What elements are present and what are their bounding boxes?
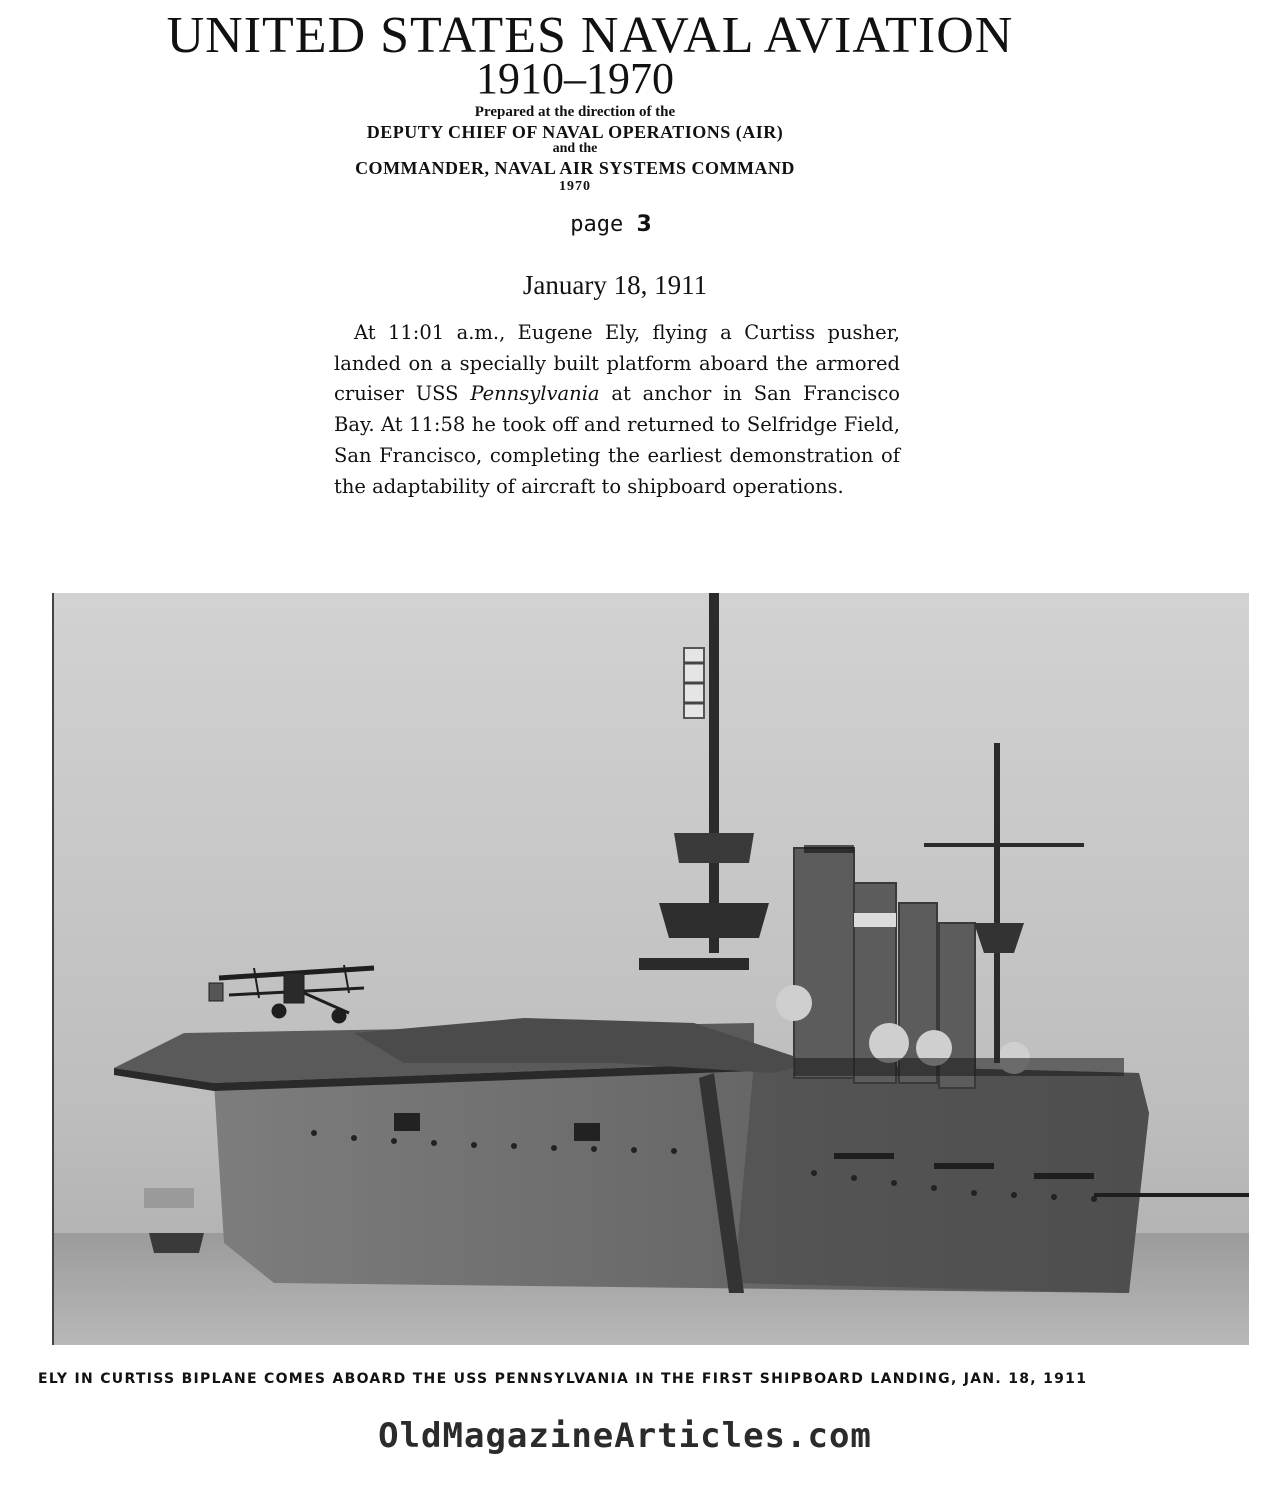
entry-paragraph <box>334 318 900 502</box>
deputy-line: DEPUTY CHIEF OF NAVAL OPERATIONS (AIR) <box>366 122 784 142</box>
and-the-line: and the <box>552 141 598 156</box>
entry-date: January 18, 1911 <box>522 270 708 300</box>
publication-year: 1970 <box>559 179 591 194</box>
page-label: page <box>570 212 624 237</box>
entry-text-after: at anchor in San Francisco Bay. At 11:58 he took off and returned to Selfridge Field, San Francisco, completing the earliest demonstration of the adaptability of aircraft to shipboard operations. <box>334 382 900 498</box>
historic-photo <box>52 593 1249 1345</box>
page-number: 3 <box>636 212 652 237</box>
page-number-line <box>0 212 1222 238</box>
commander-line: COMMANDER, NAVAL AIR SYSTEMS COMMAND <box>355 158 795 178</box>
entry-ship-name: Pennsylvania <box>470 382 600 406</box>
ship-photo-illustration <box>54 593 1249 1345</box>
document-years: 1910–1970 <box>476 54 674 103</box>
photo-caption: ELY IN CURTISS BIPLANE COMES ABOARD THE USS PENNSYLVANIA IN THE FIRST SHIPBOARD LANDING, JAN. 18, 1911 <box>38 1371 1088 1387</box>
prepared-line: Prepared at the direction of the <box>474 104 676 120</box>
site-watermark[interactable]: OldMagazineArticles.com <box>378 1416 872 1456</box>
entry-text-before: At 11:01 a.m., Eugene Ely, flying a Curtiss pusher, landed on a specially built platform aboard the armored cruiser USS <box>334 321 900 406</box>
document-title: UNITED STATES NAVAL AVIATION <box>166 7 1014 64</box>
